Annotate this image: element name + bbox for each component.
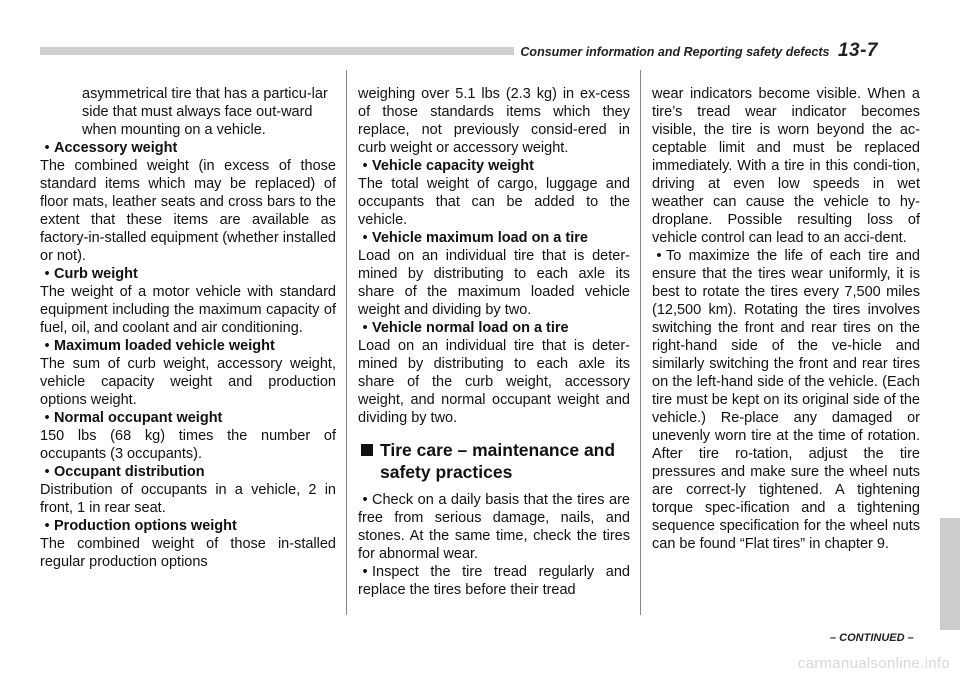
watermark: carmanualsonline.info: [797, 655, 950, 672]
continued-marker: – CONTINUED –: [830, 632, 914, 644]
definition-text: The combined weight of those in-stalled regular production options: [40, 536, 336, 570]
square-bullet-icon: [361, 444, 373, 456]
bullet-paragraph: • Inspect the tire tread regularly and replace the tires before their tread: [358, 564, 630, 598]
definition-text: The combined weight (in excess of those standard items which may be replaced) of floor mats, leather seats and cross bars to the extent that these items are available as factory-in-stalled equipment (whether installed or not).: [40, 158, 336, 264]
definition-text: 150 lbs (68 kg) times the number of occupants (3 occupants).: [40, 428, 336, 462]
definition-term: • Accessory weight: [40, 139, 336, 157]
header-title: Consumer information and Reporting safety defects: [520, 45, 830, 59]
running-header: [514, 40, 878, 62]
bullet-icon: •: [362, 320, 368, 336]
text-column-2: [358, 85, 630, 599]
bullet-icon: •: [44, 266, 50, 282]
definition-term: • Production options weight: [40, 517, 336, 535]
bullet-icon: •: [362, 230, 368, 246]
bullet-icon: •: [44, 140, 50, 156]
bullet-icon: •: [44, 338, 50, 354]
definition-term: • Maximum loaded vehicle weight: [40, 337, 336, 355]
bullet-icon: •: [362, 492, 368, 508]
definition-term: • Normal occupant weight: [40, 409, 336, 427]
definition-text: Load on an individual tire that is deter-mined by distributing to each axle its share of the maximum loaded vehicle weight and dividing by two.: [358, 248, 630, 318]
text-column-1: [40, 85, 336, 571]
definition-text: Distribution of occupants in a vehicle, 2 in front, 1 in rear seat.: [40, 482, 336, 516]
definition-text: The total weight of cargo, luggage and occupants that can be added to the vehicle.: [358, 176, 630, 228]
continuation-text: asymmetrical tire that has a particu-lar side that must always face out-ward when mounting on a vehicle.: [82, 86, 328, 138]
column-divider: [640, 70, 641, 615]
definition-term: • Occupant distribution: [40, 463, 336, 481]
definition-term: • Curb weight: [40, 265, 336, 283]
column-divider: [346, 70, 347, 615]
definition-text: The weight of a motor vehicle with standard equipment including the maximum capacity of fuel, oil, and coolant and air conditioning.: [40, 284, 336, 336]
definition-text: Load on an individual tire that is deter-mined by distributing to each axle its share of the curb weight, accessory weight, and normal occupant weight and dividing by two.: [358, 338, 630, 426]
section-heading: Tire care – maintenance and safety practices: [358, 439, 630, 483]
bullet-icon: •: [44, 518, 50, 534]
chapter-side-tab: [940, 518, 960, 630]
bullet-icon: •: [362, 158, 368, 174]
definition-term: • Vehicle capacity weight: [358, 157, 630, 175]
definition-term: • Vehicle maximum load on a tire: [358, 229, 630, 247]
bullet-icon: •: [656, 248, 662, 264]
page-number: 13-7: [837, 40, 878, 61]
definition-text: The sum of curb weight, accessory weight, vehicle capacity weight and production options weight.: [40, 356, 336, 408]
continuation-text: weighing over 5.1 lbs (2.3 kg) in ex-cess of those standards items which they replace, not previously consid-ered in curb weight or accessory weight.: [358, 86, 630, 156]
bullet-paragraph: • Check on a daily basis that the tires are free from serious damage, nails, and stones. At the same time, check the tires for abnormal wear.: [358, 492, 630, 562]
bullet-icon: •: [362, 564, 368, 580]
bullet-paragraph: • To maximize the life of each tire and ensure that the tires wear uniformly, it is best to rotate the tires every 7,500 miles (12,500 km). Rotating the tires involves switching the front and rear tires on the right-hand side of the ve-hicle and similarly switching the front and rear tires on the left-hand side of the vehicle. (Each tire must be kept on its original side of the vehicle.) Re-place any damaged or unevenly worn tire at the time of rotation. After tire ro-tation, adjust the tire pressures and make sure the wheel nuts are correct-ly tightened. A tightening torque spec-ification and a tightening sequence specification for the wheel nuts can be found “Flat tires” in chapter 9.: [652, 248, 920, 552]
definition-term: • Vehicle normal load on a tire: [358, 319, 630, 337]
continuation-text: wear indicators become visible. When a tire’s tread wear indicator becomes visible, the tire is worn beyond the ac-ceptable limit and must be replaced immediately. With a tire in this condi-tion, driving at even low speeds in wet weather can cause the vehicle to hy-droplane. Possible resulting loss of vehicle control can lead to an acci-dent.: [652, 86, 920, 246]
bullet-icon: •: [44, 410, 50, 426]
bullet-icon: •: [44, 464, 50, 480]
text-column-3: [652, 85, 920, 553]
